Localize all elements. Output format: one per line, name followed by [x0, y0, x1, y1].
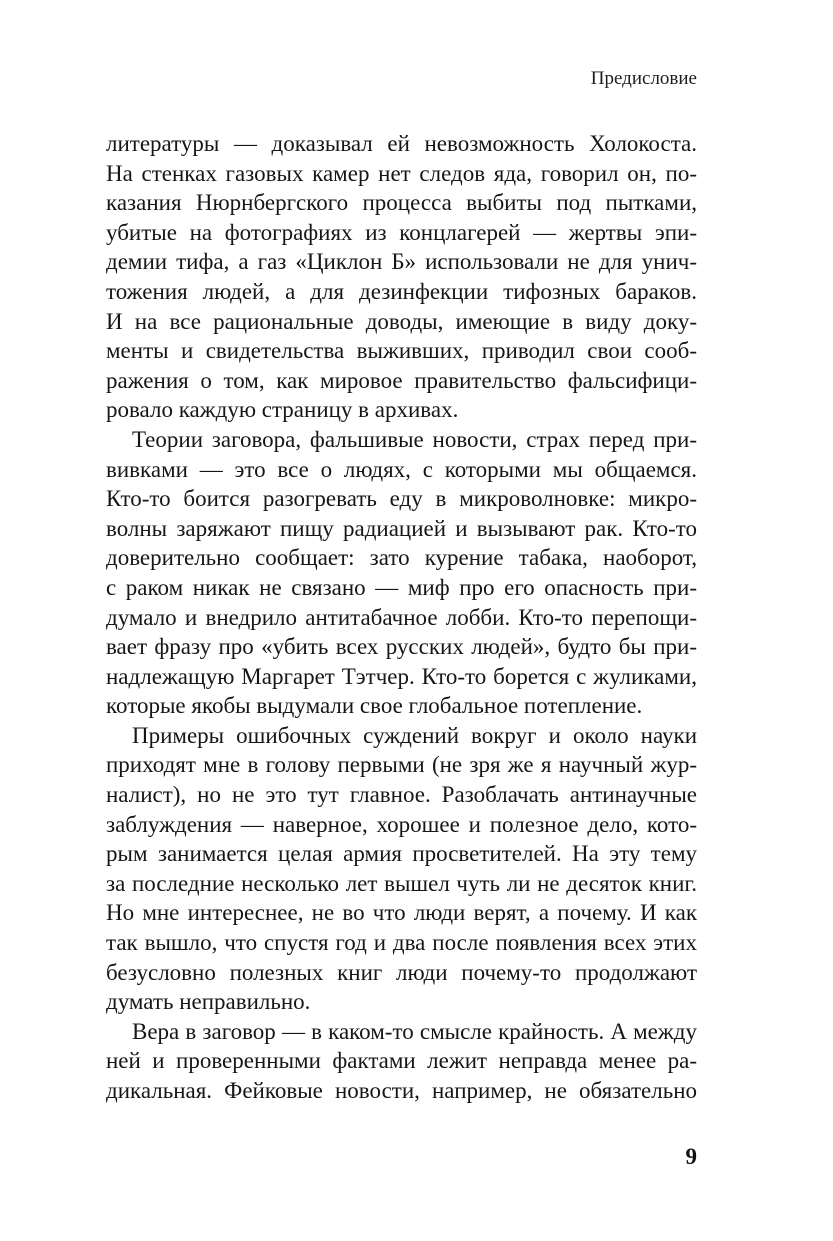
paragraph — [106, 425, 697, 721]
text-line: вает фразу про «убить всех русских людей», будто бы при- — [106, 634, 697, 660]
text-line: Вера в заговор — в каком-то смысле крайность. А между — [132, 1018, 697, 1044]
text-line: заблуждения — наверное, хорошее и полезное дело, кото- — [106, 811, 697, 837]
text-line: тожения людей, а для дезинфекции тифозных бараков. — [106, 278, 697, 304]
paragraph — [106, 721, 697, 1017]
text-line: демии тифа, а газ «Циклон Б» использовали не для унич- — [106, 249, 697, 275]
text-line: ней и проверенными фактами лежит неправда менее ра- — [106, 1048, 697, 1074]
text-line: рым занимается целая армия просветителей. На эту тему — [106, 841, 697, 867]
text-line: безусловно полезных книг люди почему-то продолжают — [106, 959, 697, 985]
paragraph — [106, 129, 697, 425]
text-line: Но мне интереснее, не во что люди верят, а почему. И как — [106, 900, 697, 926]
text-line: литературы — доказывал ей невозможность Холокоста. — [106, 131, 697, 156]
text-line: ровало каждую страницу в архивах. — [106, 397, 459, 423]
running-head: Предисловие — [590, 68, 697, 89]
text-line: которые якобы выдумали свое глобальное потепление. — [106, 693, 643, 719]
text-line: Примеры ошибочных суждений вокруг и около науки — [132, 722, 697, 748]
text-line: с раком никак не связано — миф про его опасность при- — [106, 574, 697, 600]
text-line: дикальная. Фейковые новости, например, не обязательно — [106, 1078, 697, 1103]
text-line: за последние несколько лет вышел чуть ли не десяток книг. — [106, 870, 697, 896]
page-body — [106, 129, 697, 1106]
text-line: И на все рациональные доводы, имеющие в виду доку- — [106, 308, 697, 334]
text-line: приходят мне в голову первыми (не зря же я научный жур- — [106, 752, 697, 778]
text-line: думать неправильно. — [106, 989, 311, 1015]
text-line: Теории заговора, фальшивые новости, страх перед при- — [132, 426, 697, 452]
text-line: казания Нюрнбергского процесса выбиты под пытками, — [106, 190, 697, 216]
paragraph — [106, 1017, 697, 1106]
text-line: Кто-то боится разогревать еду в микроволновке: микро- — [106, 486, 697, 512]
text-line: менты и свидетельства выживших, приводил свои сооб- — [106, 338, 697, 364]
text-line: На стенках газовых камер нет следов яда, говорил он, по- — [106, 160, 697, 186]
text-line: вивками — это все о людях, с которыми мы общаемся. — [106, 456, 697, 482]
text-line: надлежащую Маргарет Тэтчер. Кто-то борется с жуликами, — [106, 663, 697, 689]
text-line: доверительно сообщает: зато курение табака, наоборот, — [106, 545, 697, 571]
text-line: так вышло, что спустя год и два после появления всех этих — [106, 930, 697, 956]
text-line: убитые на фотографиях из концлагерей — жертвы эпи- — [106, 219, 697, 245]
text-line: волны заряжают пищу радиацией и вызывают рак. Кто-то — [106, 515, 697, 541]
text-line: налист), но не это тут главное. Разоблачать антинаучные — [106, 782, 697, 808]
text-line: ражения о том, как мировое правительство фальсифици- — [106, 367, 697, 393]
text-line: думало и внедрило антитабачное лобби. Кто-то перепощи- — [106, 604, 697, 630]
page-number: 9 — [685, 1144, 697, 1169]
